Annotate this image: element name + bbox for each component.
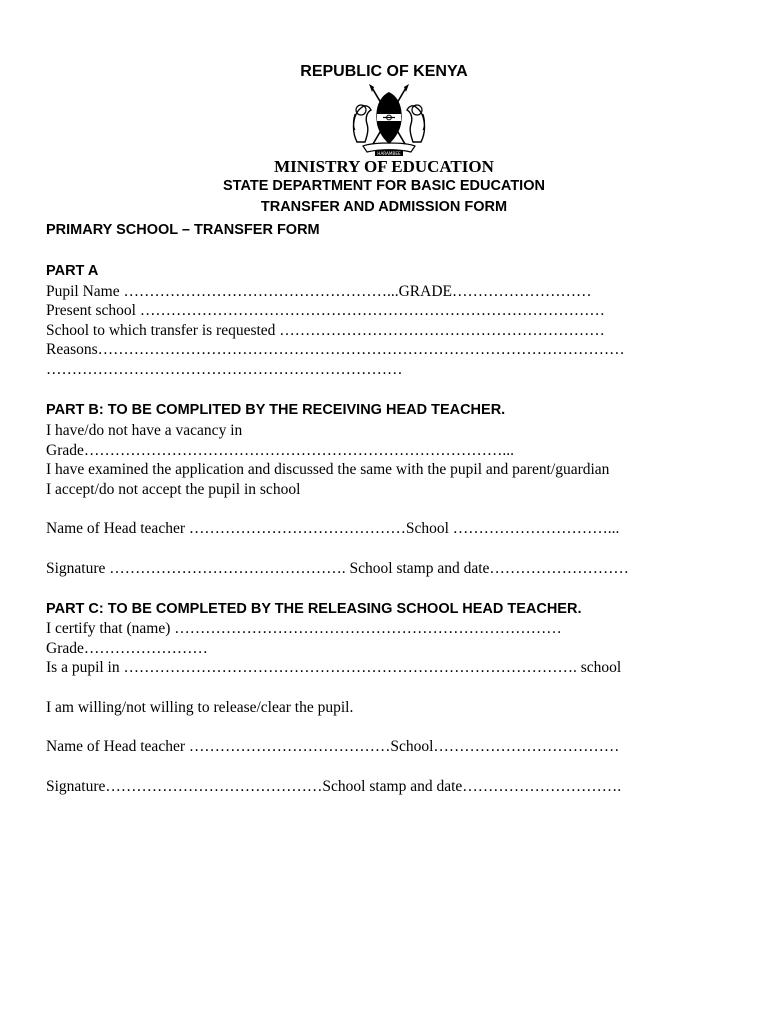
ministry-heading: MINISTRY OF EDUCATION: [274, 157, 494, 176]
reasons-field-continued[interactable]: ……………………………………………………………: [46, 361, 403, 378]
reasons-field[interactable]: Reasons…………………………………………………………………………………………: [46, 341, 625, 358]
part-c-grade-field[interactable]: Grade……………………: [46, 640, 208, 657]
willing-statement: I am willing/not willing to release/clear the pupil.: [46, 699, 354, 716]
examined-statement: I have examined the application and discussed the same with the pupil and parent/guardian: [46, 461, 610, 478]
part-a-heading: PART A: [46, 263, 99, 279]
pupil-name-field[interactable]: Pupil Name ……………………………………………...GRADE………………………: [46, 283, 592, 300]
vacancy-statement: I have/do not have a vacancy in: [46, 422, 243, 439]
republic-heading: REPUBLIC OF KENYA: [300, 63, 468, 80]
part-c-head-teacher-field[interactable]: Name of Head teacher …………………………………School………………………………: [46, 738, 620, 755]
part-c-signature-field[interactable]: Signature……………………………………School stamp and date………………………….: [46, 778, 622, 795]
kenya-coat-of-arms-icon: [347, 84, 431, 158]
certify-name-field[interactable]: I certify that (name) …………………………………………………………………: [46, 620, 562, 637]
form-name: PRIMARY SCHOOL – TRANSFER FORM: [46, 222, 320, 238]
pupil-in-school-field[interactable]: Is a pupil in ……………………………………………………………………………. school: [46, 659, 622, 676]
part-b-grade-field[interactable]: Grade………………………………………………………………………...: [46, 442, 514, 459]
present-school-field[interactable]: Present school ………………………………………………………………………………: [46, 302, 605, 319]
part-b-head-teacher-field[interactable]: Name of Head teacher ……………………………………School …………………………...: [46, 520, 620, 537]
form-title: TRANSFER AND ADMISSION FORM: [260, 199, 508, 215]
part-c-heading: PART C: TO BE COMPLETED BY THE RELEASING SCHOOL HEAD TEACHER.: [46, 601, 582, 617]
transfer-school-field[interactable]: School to which transfer is requested ………………………………………………………: [46, 322, 605, 339]
emblem-motto: HARAMBEE: [377, 151, 401, 156]
part-b-heading: PART B: TO BE COMPLITED BY THE RECEIVING HEAD TEACHER.: [46, 402, 506, 418]
accept-statement: I accept/do not accept the pupil in school: [46, 481, 301, 498]
part-b-signature-field[interactable]: Signature ………………………………………. School stamp and date………………………: [46, 560, 629, 577]
department-heading: STATE DEPARTMENT FOR BASIC EDUCATION: [223, 178, 545, 194]
